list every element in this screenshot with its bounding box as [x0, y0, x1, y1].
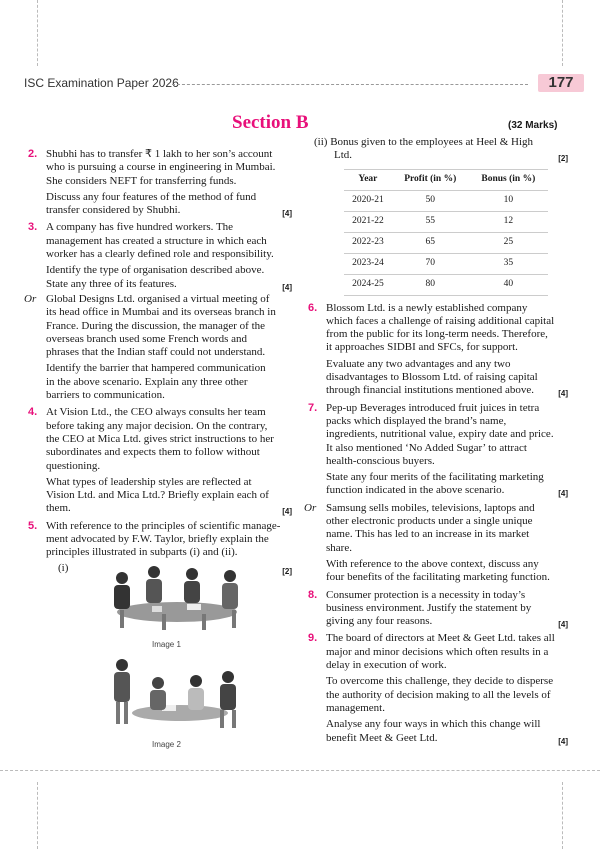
marks-label: [4]	[282, 209, 292, 219]
marks-label: [4]	[558, 489, 568, 499]
crop-mark	[37, 782, 38, 849]
crop-mark	[37, 0, 38, 66]
crop-mark	[562, 782, 563, 849]
question-3: 3. A company has five hundred workers. The management has created a structure in which each worker has a clearly defined role and responsibility. Identify the type of organisation described above. State any three of its features. [4]	[20, 221, 292, 290]
image-2-caption: Image 2	[152, 740, 181, 749]
section-marks: (32 Marks)	[508, 120, 558, 131]
question-9: 9. The board of directors at Meet & Geet Ltd. takes all major and minor decisions which often results in a delay in execution of work. To overcome this challenge, they decide to disperse the authority of decision making to all the levels of management. Analyse any four ways in which this change will benefit Meet & Geet Ltd. [4]	[300, 632, 568, 744]
marks-label: [4]	[558, 389, 568, 399]
marks-label: [2]	[558, 154, 568, 164]
question-2: 2. Shubhi has to transfer ₹ 1 lakh to her son’s account who is pursuing a course in engineering in Mumbai. She considers NEFT for transferring funds. Discuss any four features of the method of fund transfer considered by Shubhi. [4]	[20, 148, 292, 217]
table-header: Profit (in %)	[392, 169, 469, 190]
table-row: 2024-25 80 40	[344, 274, 548, 295]
marks-label: [4]	[558, 736, 568, 746]
section-title: Section B	[232, 112, 309, 133]
crop-mark	[0, 770, 600, 771]
table-row: 2023-24 70 35	[344, 253, 548, 274]
header-title: ISC Examination Paper 2026	[24, 76, 179, 90]
page-header	[0, 74, 600, 94]
bonus-table	[344, 169, 548, 296]
table-row: 2022-23 65 25	[344, 232, 548, 253]
table-row: 2020-21 50 10	[344, 190, 548, 211]
marks-label: [4]	[558, 620, 568, 630]
left-column	[20, 148, 292, 578]
table-row: 2021-22 55 12	[344, 211, 548, 232]
marks-label: [4]	[282, 507, 292, 517]
table-header-row	[344, 169, 548, 190]
page-number: 177	[538, 74, 584, 92]
question-5-part-ii: (ii) Bonus given to the employees at Heel & High Ltd. [2]	[300, 136, 568, 163]
table-header: Year	[344, 169, 392, 190]
question-8: 8. Consumer protection is a necessity in today’s business environment. Justify the statement by giving any four reasons. [4]	[300, 589, 568, 629]
image-1-caption: Image 1	[152, 640, 181, 649]
question-7-or: Or Samsung sells mobiles, televisions, laptops and other electronic products under a single unique name. This has led to an increase in its market share. With reference to the above context, discuss any four benefits of the facilitating marketing function.	[304, 501, 550, 584]
meeting-illustration-2	[100, 655, 260, 735]
right-column	[300, 136, 568, 748]
marks-label: [2]	[282, 566, 292, 576]
table-header: Bonus (in %)	[469, 169, 548, 190]
crop-mark	[562, 0, 563, 66]
header-rule	[172, 84, 528, 85]
question-5: 5. With reference to the principles of scientific manage- ment advocated by F.W. Taylor, briefly explain the principles illustrated in subparts (i) and (ii). (i) [2]	[20, 520, 292, 575]
question-3-or: Or Global Designs Ltd. organised a virtual meeting of its head office in Mumbai and its overseas branch in France. During the discussion, the manager of the overseas branch used some French words and phrases that the Indian staff could not understand. Identify the barrier that hampered communication in the above scenario. Explain any three other barriers to communication.	[24, 292, 276, 402]
marks-label: [4]	[282, 282, 292, 292]
question-4: 4. At Vision Ltd., the CEO always consults her team before taking any major decision. On the contrary, the CEO at Mica Ltd. gives strict instructions to her subordinates and expects them to follow without questioning. What types of leadership styles are reflected at Vision Ltd. and Mica Ltd.? Briefly explain each of them. [4]	[20, 406, 292, 515]
question-7: 7. Pep-up Beverages introduced fruit juices in tetra packs which displayed the brand’s name, ingredients, nutritional value, expiry date and price. It also mentioned ‘No Added Sugar’ to attract health-conscious buyers. State any four merits of the facilitating marketing function indicated in the above scenario. [4]	[300, 402, 568, 498]
meeting-illustration-1	[92, 562, 262, 632]
question-6: 6. Blossom Ltd. is a newly established company which faces a challenge of raising additional capital from the public for its long-term needs. Therefore, it approaches SIDBI and SFCs, for support. Evaluate any two advantages and any two disadvantages to Blossom Ltd. of raising capital through financial institutions mentioned above. [4]	[300, 302, 568, 398]
